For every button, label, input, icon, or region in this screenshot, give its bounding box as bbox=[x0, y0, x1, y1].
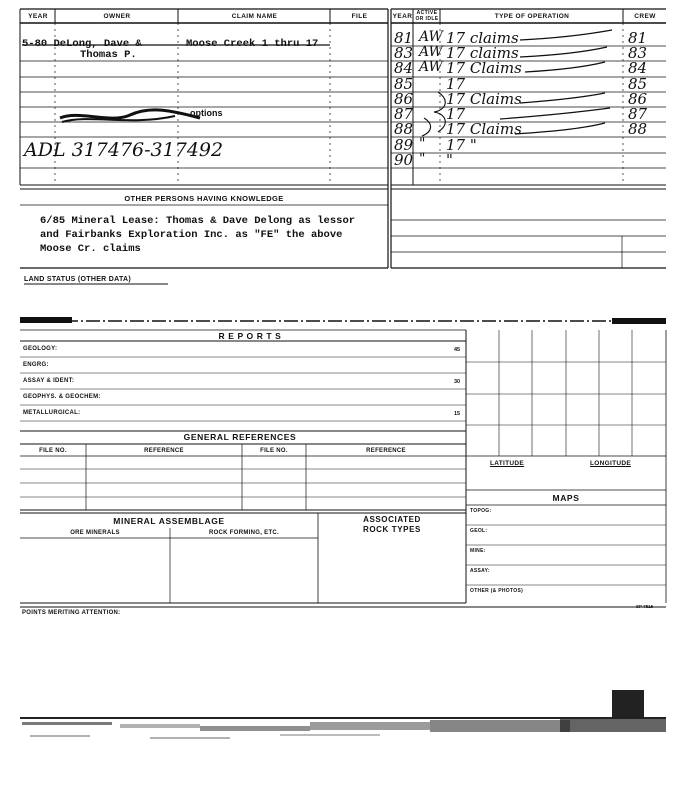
activity-year: 88 bbox=[394, 120, 414, 138]
ref-col-reference-1: REFERENCE bbox=[144, 448, 184, 454]
claim-name: Moose Creek 1 thru 17 bbox=[186, 38, 319, 50]
report-label: GEOLOGY: bbox=[23, 346, 58, 352]
activity-status: " bbox=[419, 151, 426, 167]
activity-year: 87 bbox=[394, 105, 414, 123]
activity-crew: 87 bbox=[628, 105, 648, 123]
activity-crew: 83 bbox=[628, 44, 648, 62]
activity-year: 81 bbox=[394, 29, 414, 47]
report-label: ENGRG: bbox=[23, 362, 49, 368]
adl-number: ADL 317476-317492 bbox=[24, 139, 224, 161]
land-status-label: LAND STATUS (OTHER DATA) bbox=[24, 276, 132, 283]
owner-line-1: 5-80 DeLong, Dave & bbox=[22, 38, 142, 50]
other-persons-heading: OTHER PERSONS HAVING KNOWLEDGE bbox=[124, 194, 284, 203]
knowledge-line-3: Moose Cr. claims bbox=[40, 243, 141, 255]
report-label: ASSAY & IDENT: bbox=[23, 378, 75, 384]
report-label: METALLURGICAL: bbox=[23, 410, 81, 416]
report-number: 15 bbox=[454, 411, 461, 417]
map-row-label: MINE: bbox=[470, 548, 486, 554]
map-row-label: OTHER (& PHOTOS) bbox=[470, 588, 524, 594]
ref-col-file-no-1: FILE NO. bbox=[39, 448, 67, 454]
year-header: YEAR bbox=[28, 13, 48, 20]
ref-col-reference-2: REFERENCE bbox=[366, 448, 406, 454]
activity-year: 83 bbox=[394, 44, 414, 62]
report-number: 45 bbox=[454, 347, 461, 353]
operation-header: TYPE OF OPERATION bbox=[494, 13, 570, 20]
reports-heading: R E P O R T S bbox=[218, 331, 282, 341]
latitude-label: LATITUDE bbox=[490, 460, 525, 467]
activity-operation: 17 bbox=[446, 105, 466, 123]
rock-types-label: ROCK TYPES bbox=[362, 525, 421, 534]
claim-name-header: CLAIM NAME bbox=[231, 13, 278, 20]
activity-crew: 81 bbox=[628, 29, 648, 47]
activity-status: AW bbox=[419, 29, 443, 45]
activity-year: 90 bbox=[394, 151, 414, 169]
activity-crew: 86 bbox=[628, 90, 648, 108]
activity-status: " bbox=[419, 136, 426, 152]
mineral-assemblage-heading: MINERAL ASSEMBLAGE bbox=[113, 516, 225, 526]
form-number: SP 7815 bbox=[636, 604, 654, 609]
activity-year: 85 bbox=[394, 75, 414, 93]
struck-options-text: options bbox=[190, 108, 223, 118]
activity-operation: 17 bbox=[446, 75, 466, 93]
activity-operation: 17 claims bbox=[446, 29, 519, 47]
knowledge-line-2: and Fairbanks Exploration Inc. as "FE" the above bbox=[40, 229, 343, 241]
longitude-label: LONGITUDE bbox=[590, 460, 631, 467]
points-meriting-label: POINTS MERITING ATTENTION: bbox=[22, 610, 121, 616]
activity-year-header: YEAR bbox=[392, 13, 413, 20]
activity-crew: 85 bbox=[628, 75, 648, 93]
maps-heading: MAPS bbox=[552, 493, 580, 503]
activity-year: 89 bbox=[394, 136, 414, 154]
activity-crew: 84 bbox=[628, 59, 648, 77]
rock-forming-label: ROCK FORMING, ETC. bbox=[208, 530, 280, 536]
active-idle-header: ACTIVE OR IDLE bbox=[415, 10, 439, 22]
activity-status: AW bbox=[419, 59, 443, 75]
activity-operation: 17 Claims bbox=[446, 120, 522, 138]
general-references-heading: GENERAL REFERENCES bbox=[183, 432, 297, 442]
activity-operation: 17 " bbox=[446, 136, 477, 154]
activity-operation: 17 claims bbox=[446, 44, 519, 62]
map-row-label: TOPOG: bbox=[470, 508, 492, 514]
ref-col-file-no-2: FILE NO. bbox=[260, 448, 288, 454]
activity-operation: 17 Claims bbox=[446, 59, 522, 77]
knowledge-line-1: 6/85 Mineral Lease: Thomas & Dave Delong as lessor bbox=[40, 215, 356, 227]
owner-line-2: Thomas P. bbox=[80, 49, 137, 61]
activity-year: 86 bbox=[394, 90, 414, 108]
map-row-label: ASSAY: bbox=[470, 568, 490, 574]
activity-year: 84 bbox=[394, 59, 414, 77]
ore-minerals-label: ORE MINERALS bbox=[70, 530, 120, 536]
file-header: FILE bbox=[351, 13, 368, 20]
report-label: GEOPHYS. & GEOCHEM: bbox=[23, 394, 101, 400]
associated-label: ASSOCIATED bbox=[363, 515, 421, 524]
owner-header: OWNER bbox=[103, 13, 131, 20]
crew-header: CREW bbox=[634, 13, 656, 20]
activity-status: AW bbox=[419, 44, 443, 60]
report-number: 30 bbox=[454, 379, 461, 385]
activity-operation: " bbox=[446, 151, 453, 169]
activity-operation: 17 Claims bbox=[446, 90, 522, 108]
activity-crew: 88 bbox=[628, 120, 648, 138]
map-row-label: GEOL: bbox=[470, 528, 488, 534]
